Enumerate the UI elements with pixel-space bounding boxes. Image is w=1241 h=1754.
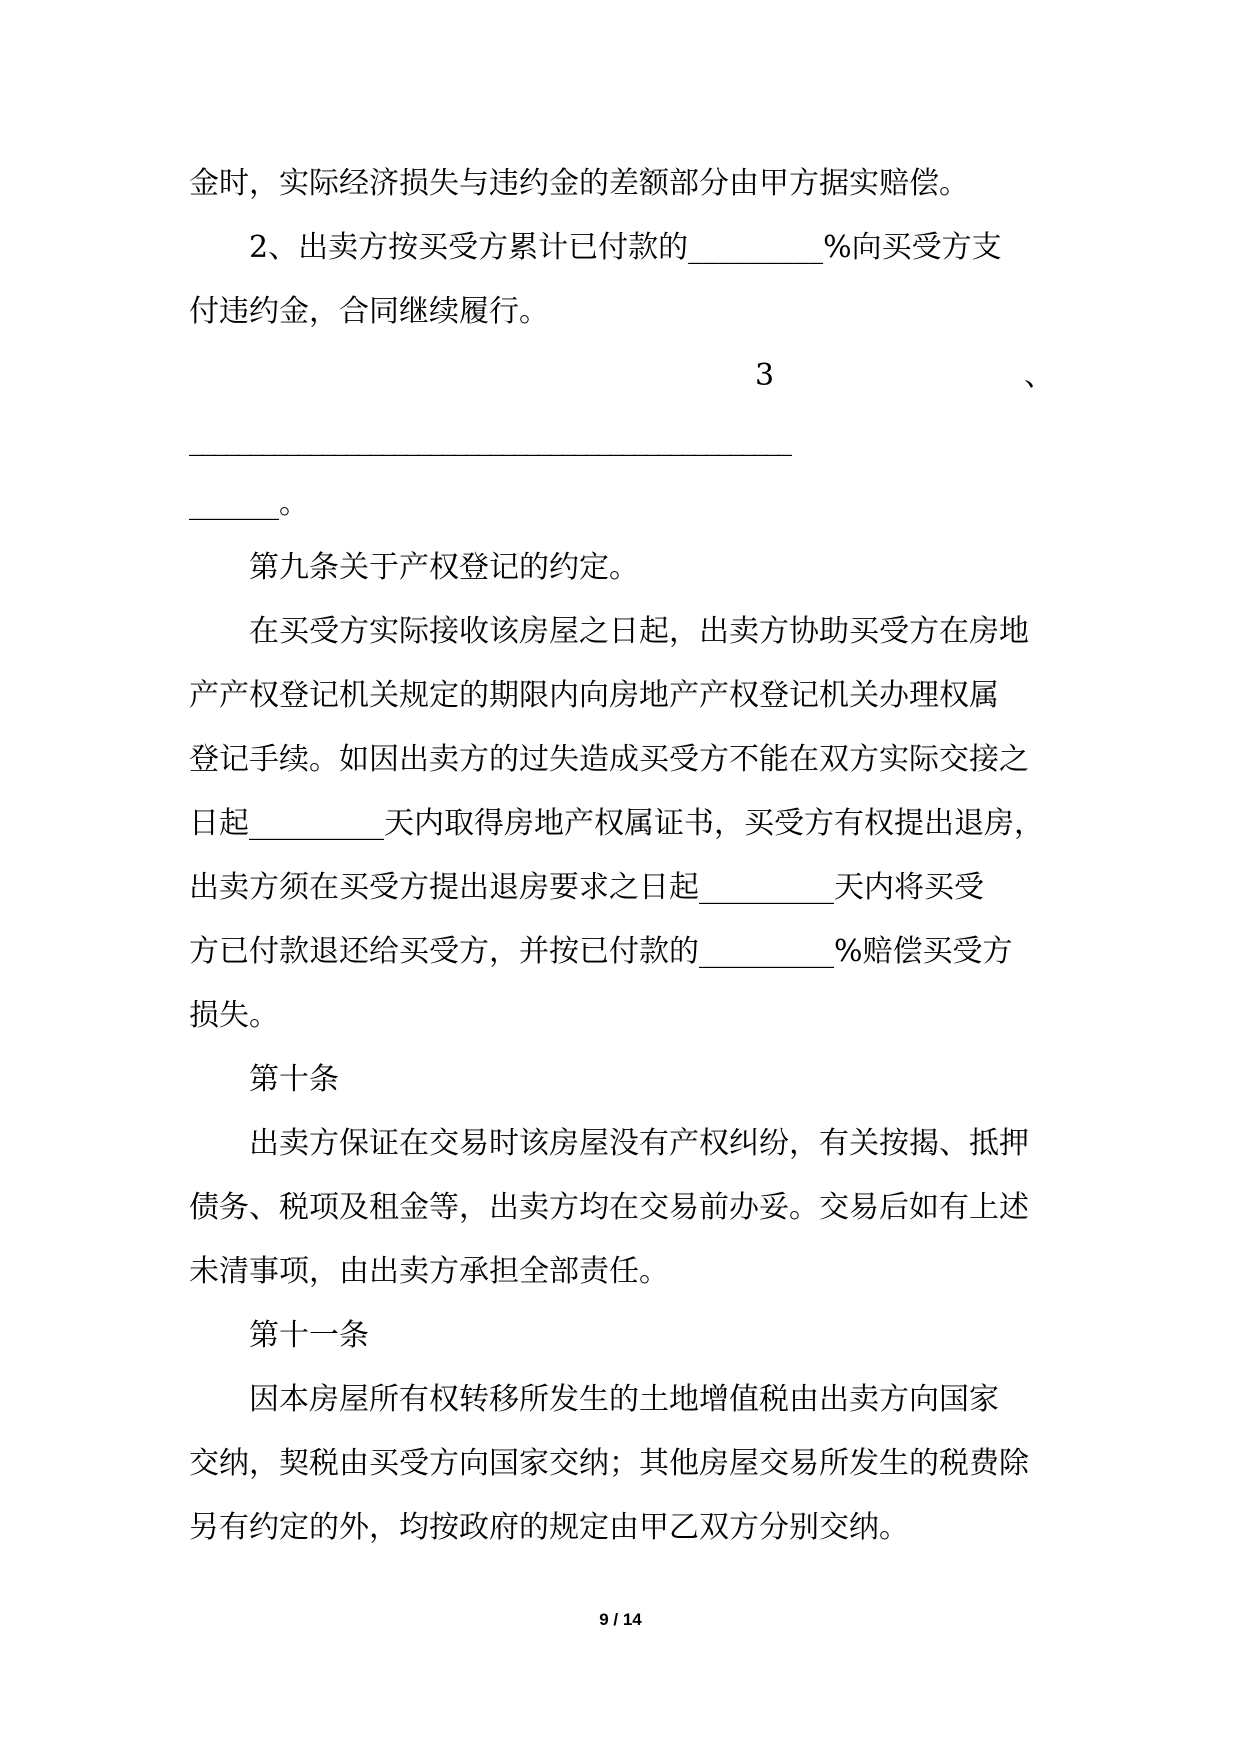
blank-fill-line: __________________________________________________ — [189, 422, 789, 457]
clause-item-3 — [189, 344, 1054, 408]
paragraph-line: 债务、税项及租金等，出卖方均在交易前办妥。交易后如有上述 — [189, 1190, 1029, 1225]
paragraph-line: 日起_________天内取得房地产权属证书，买受方有权提出退房， — [189, 806, 1044, 841]
paragraph-line: 出卖方须在买受方提出退房要求之日起_________天内将买受 — [189, 870, 984, 905]
paragraph-line: 未清事项，由出卖方承担全部责任。 — [189, 1254, 669, 1289]
paragraph-line: 付违约金，合同继续履行。 — [189, 294, 549, 329]
paragraph-line: 另有约定的外，均按政府的规定由甲乙双方分别交纳。 — [189, 1510, 909, 1545]
paragraph-line: 因本房屋所有权转移所发生的土地增值税由出卖方向国家 — [249, 1382, 999, 1417]
article-10-heading: 第十条 — [249, 1062, 339, 1097]
clause-item-2: 2、出卖方按买受方累计已付款的_________%向买受方支 — [249, 230, 1002, 265]
article-11-heading: 第十一条 — [249, 1318, 369, 1353]
paragraph-line: 产产权登记机关规定的期限内向房地产产权登记机关办理权属 — [189, 678, 999, 713]
item-number: 3 — [755, 358, 775, 393]
paragraph-line: 出卖方保证在交易时该房屋没有产权纠纷，有关按揭、抵押 — [249, 1126, 1029, 1161]
paragraph-line: 方已付款退还给买受方，并按已付款的_________%赔偿买受方 — [189, 934, 1013, 969]
blank-fill-line-end: ______。 — [189, 486, 309, 521]
page-number: 9 / 14 — [599, 1610, 642, 1629]
paragraph-line: 登记手续。如因出卖方的过失造成买受方不能在双方实际交接之 — [189, 742, 1029, 777]
document-body — [189, 152, 1054, 1560]
article-9-heading: 第九条关于产权登记的约定。 — [249, 550, 639, 585]
paragraph-line: 损失。 — [189, 998, 279, 1033]
paragraph-line: 在买受方实际接收该房屋之日起，出卖方协助买受方在房地 — [249, 614, 1029, 649]
paragraph-line: 金时，实际经济损失与违约金的差额部分由甲方据实赔偿。 — [189, 166, 969, 201]
item-separator: 、 — [1024, 358, 1054, 393]
paragraph-line: 交纳，契税由买受方向国家交纳；其他房屋交易所发生的税费除 — [189, 1446, 1029, 1481]
